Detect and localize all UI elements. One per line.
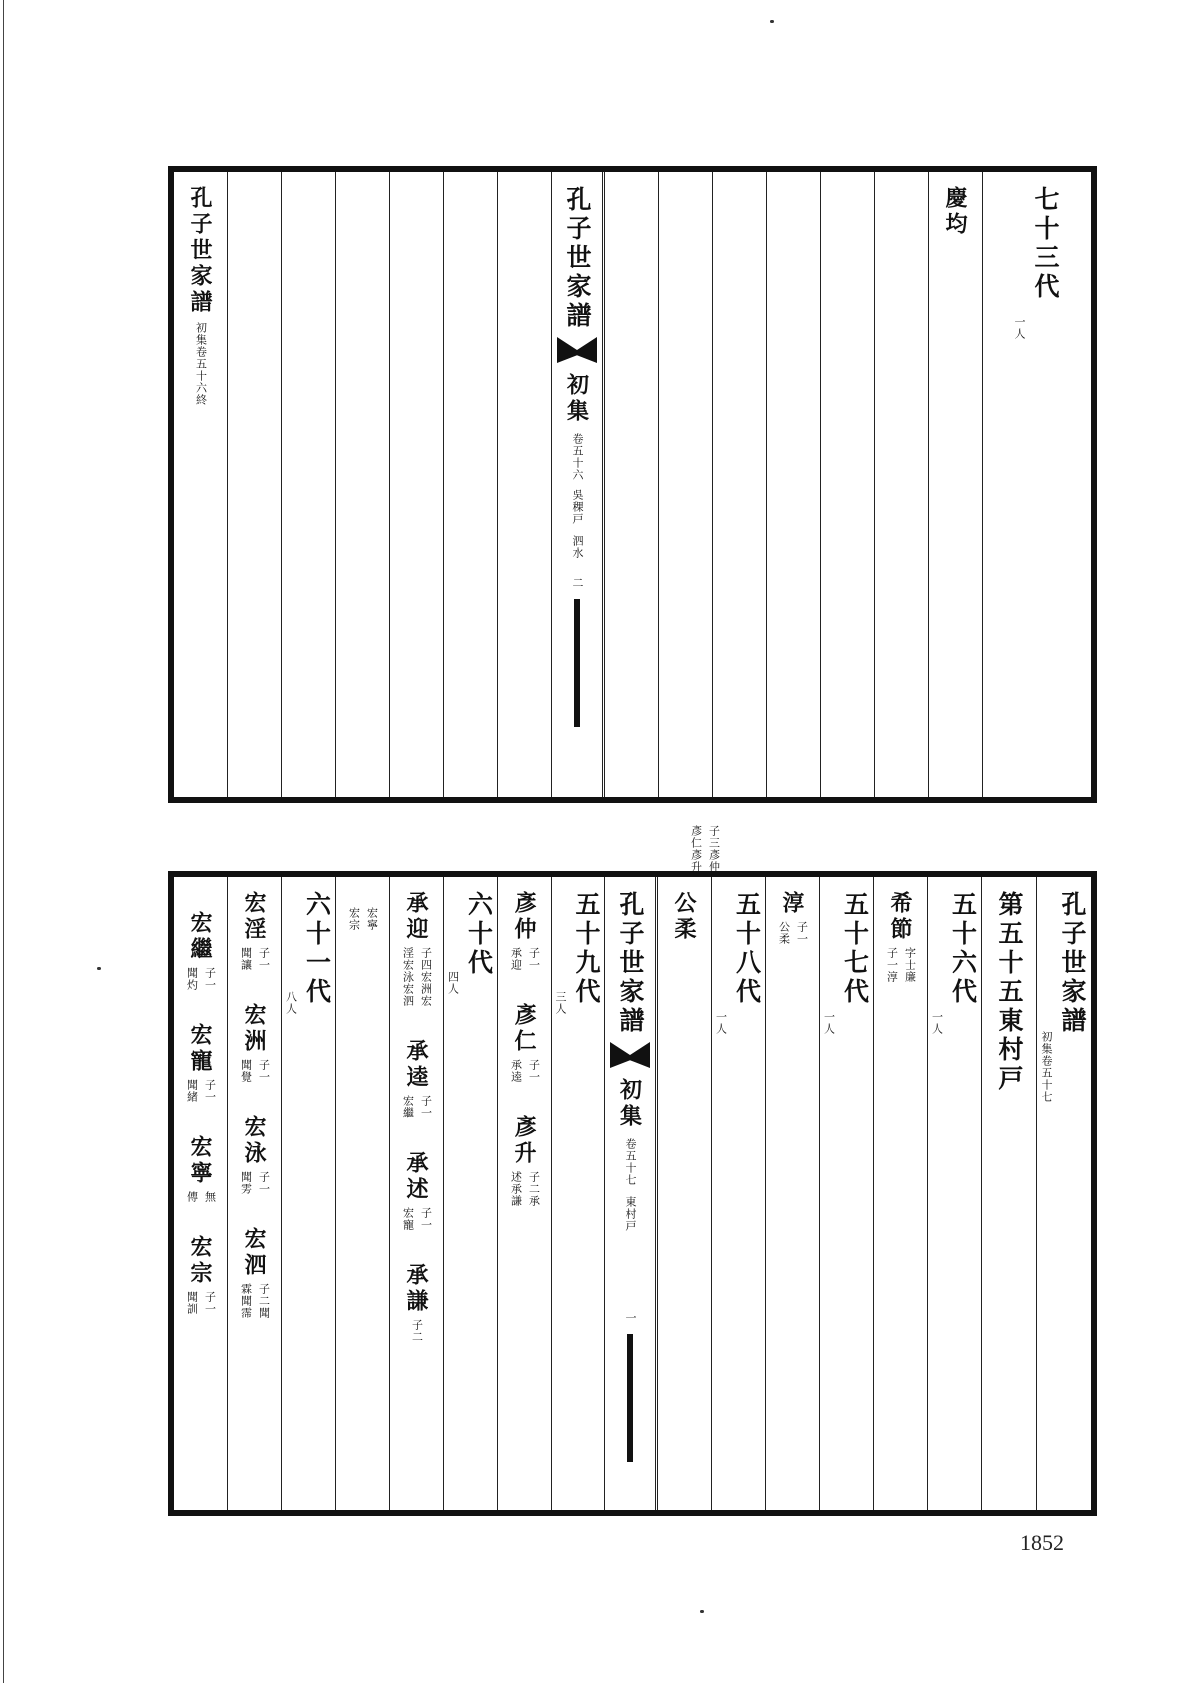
- note: 子二承: [527, 1171, 541, 1207]
- bottom-center-column: [604, 877, 656, 1510]
- bottom-center-page: 一: [624, 1312, 637, 1324]
- name-chun: 淳: [779, 891, 805, 917]
- fish-tail-mark: [610, 1042, 650, 1068]
- note-hongzong: 宏宗: [347, 907, 361, 931]
- note: 子一: [419, 1095, 433, 1119]
- gen57-title: 五十七代: [840, 891, 870, 1007]
- col-section-title: [981, 877, 1036, 1510]
- top-center-page: 二: [571, 577, 584, 589]
- col-gen61: [281, 877, 335, 1510]
- note-hongning: 宏寧: [365, 907, 379, 931]
- gen60-title: 六十代: [464, 891, 494, 978]
- top-blank-col-10: [766, 172, 820, 797]
- note: 霖聞霈: [239, 1283, 253, 1319]
- top-genealogy-panel: [168, 166, 1097, 803]
- note: 子四宏洲宏: [419, 947, 433, 1007]
- name-yanzhong: 彥仲: [511, 891, 537, 943]
- note-chun-1: 子一: [795, 921, 809, 945]
- name-hongsi: 宏泗: [241, 1227, 267, 1279]
- top-blank-col-7: [604, 172, 658, 797]
- name-xijie: 希節: [887, 891, 913, 943]
- note: 宏寵: [401, 1207, 415, 1231]
- col-hongyin-group: [227, 877, 281, 1510]
- note: 聞緒: [185, 1079, 199, 1103]
- top-center-sub: 初集: [563, 373, 590, 425]
- top-generation-column: [982, 172, 1091, 797]
- top-blank-col-2: [281, 172, 335, 797]
- name-yanren: 彥仁: [511, 1003, 537, 1055]
- top-center-title: 孔子世家譜: [563, 186, 592, 331]
- name-hongji: 宏繼: [187, 911, 213, 963]
- gen60-count: 四人: [446, 971, 460, 995]
- note: 子一: [203, 967, 217, 991]
- col-hongji-group: [174, 877, 227, 1510]
- bottom-center-title: 孔子世家譜: [616, 891, 645, 1036]
- note: 述承謙: [509, 1171, 523, 1207]
- note: 子一: [527, 1059, 541, 1083]
- gen73-count: 一人: [1013, 316, 1026, 340]
- note: 子二: [410, 1319, 424, 1343]
- top-blank-col-8: [658, 172, 712, 797]
- scan-speck: [97, 967, 101, 970]
- top-center-volume: 卷五十六: [571, 433, 584, 481]
- col-hongning-notes: [335, 877, 389, 1510]
- top-end-title: 孔子世家譜: [187, 186, 213, 316]
- name-yansheng: 彥升: [511, 1115, 537, 1167]
- top-blank-col-4: [389, 172, 443, 797]
- note: 子二聞: [257, 1283, 271, 1319]
- top-blank-col-12: [874, 172, 928, 797]
- note-gongrou-1: 子三彥仲: [707, 825, 721, 873]
- volume-header-sub: 初集卷五十七: [1040, 1031, 1053, 1103]
- note-xijie-1: 字士廉: [903, 947, 917, 983]
- note: 宏繼: [401, 1095, 415, 1119]
- top-blank-col-1: [227, 172, 281, 797]
- gen58-count: 一人: [714, 1011, 728, 1035]
- top-end-subtitle: 初集卷五十六終: [194, 322, 208, 406]
- scan-speck: [770, 20, 774, 23]
- gen57-count: 一人: [822, 1011, 836, 1035]
- name-hongzhou: 宏洲: [241, 1003, 267, 1055]
- bottom-center-volume: 卷五十七: [624, 1138, 637, 1186]
- top-blank-col-11: [820, 172, 874, 797]
- col-xijie: [873, 877, 927, 1510]
- note-xijie-2: 子一淳: [885, 947, 899, 983]
- name-chengying: 承迎: [403, 891, 429, 943]
- bottom-center-sub: 初集: [616, 1078, 643, 1130]
- gen61-title: 六十一代: [302, 891, 332, 1007]
- col-gen57: [819, 877, 873, 1510]
- note: 子一: [257, 947, 271, 971]
- gen61-count: 八人: [284, 991, 298, 1015]
- note: 承逵: [509, 1059, 523, 1083]
- top-blank-col-3: [335, 172, 389, 797]
- note-chun-2: 公柔: [777, 921, 791, 945]
- note: 淫宏泳宏泗: [401, 947, 415, 1007]
- note: 子一: [257, 1171, 271, 1195]
- bottom-center-household: 東村戸: [624, 1196, 637, 1232]
- volume-header-title: 孔子世家譜: [1058, 891, 1087, 1036]
- gen58-title: 五十八代: [732, 891, 762, 1007]
- name-hongning: 宏寧: [187, 1135, 213, 1187]
- note: 承迎: [509, 947, 523, 971]
- note: 子一: [203, 1291, 217, 1315]
- name-gongrou: 公柔: [671, 891, 697, 943]
- note: 子一: [257, 1059, 271, 1083]
- col-yanzhong-group: [497, 877, 551, 1510]
- name-chengqian: 承謙: [403, 1263, 429, 1315]
- top-blank-col-6: [497, 172, 551, 797]
- col-gen58: [711, 877, 765, 1510]
- note: 子一: [419, 1207, 433, 1231]
- top-center-bar: [574, 599, 580, 727]
- page-number: 1852: [1020, 1530, 1064, 1555]
- note: 子一: [527, 947, 541, 971]
- top-center-place: 泗水: [571, 535, 584, 559]
- name-hongyin: 宏淫: [241, 891, 267, 943]
- note: 聞覺: [239, 1059, 253, 1083]
- bottom-center-bar: [627, 1334, 633, 1462]
- note-gongrou-2: 彥仁彥升: [689, 825, 703, 873]
- section-title: 第五十五東村戸: [995, 891, 1024, 1094]
- name-chengshu: 承述: [403, 1151, 429, 1203]
- gen56-title: 五十六代: [948, 891, 978, 1007]
- note: 子一: [203, 1079, 217, 1103]
- col-chun: [765, 877, 819, 1510]
- note: 聞訓: [185, 1291, 199, 1315]
- note: 聞讓: [239, 947, 253, 971]
- note: 聞灼: [185, 967, 199, 991]
- top-blank-col-5: [443, 172, 497, 797]
- col-gen56: [927, 877, 981, 1510]
- name-chengkui: 承逵: [403, 1039, 429, 1091]
- note: 傳: [185, 1191, 199, 1203]
- name-qingjun: 慶均: [942, 186, 968, 238]
- top-center-column: [551, 172, 603, 797]
- note: 聞雱: [239, 1171, 253, 1195]
- col-chengying-group: [389, 877, 443, 1510]
- scan-edge-line: [3, 0, 4, 1683]
- top-center-household: 吳稞戸: [571, 489, 584, 525]
- name-hongyong: 宏泳: [241, 1115, 267, 1167]
- top-name-column: [928, 172, 982, 797]
- name-hongchong: 宏寵: [187, 1023, 213, 1075]
- gen59-count: 三人: [554, 991, 567, 1015]
- col-gen60: [443, 877, 497, 1510]
- top-end-title-column: [174, 172, 227, 797]
- col-gen59: [551, 877, 604, 1510]
- col-volume-header: [1036, 877, 1091, 1510]
- scan-speck: [700, 1610, 704, 1613]
- fish-tail-mark: [557, 337, 597, 363]
- gen73-title: 七十三代: [1031, 186, 1060, 302]
- name-hongzong: 宏宗: [187, 1235, 213, 1287]
- gen59-title: 五十九代: [572, 891, 601, 1007]
- bottom-genealogy-panel: [168, 825, 1097, 1516]
- note: 無: [203, 1191, 217, 1203]
- gen56-count: 一人: [930, 1011, 944, 1035]
- top-blank-col-9: [712, 172, 766, 797]
